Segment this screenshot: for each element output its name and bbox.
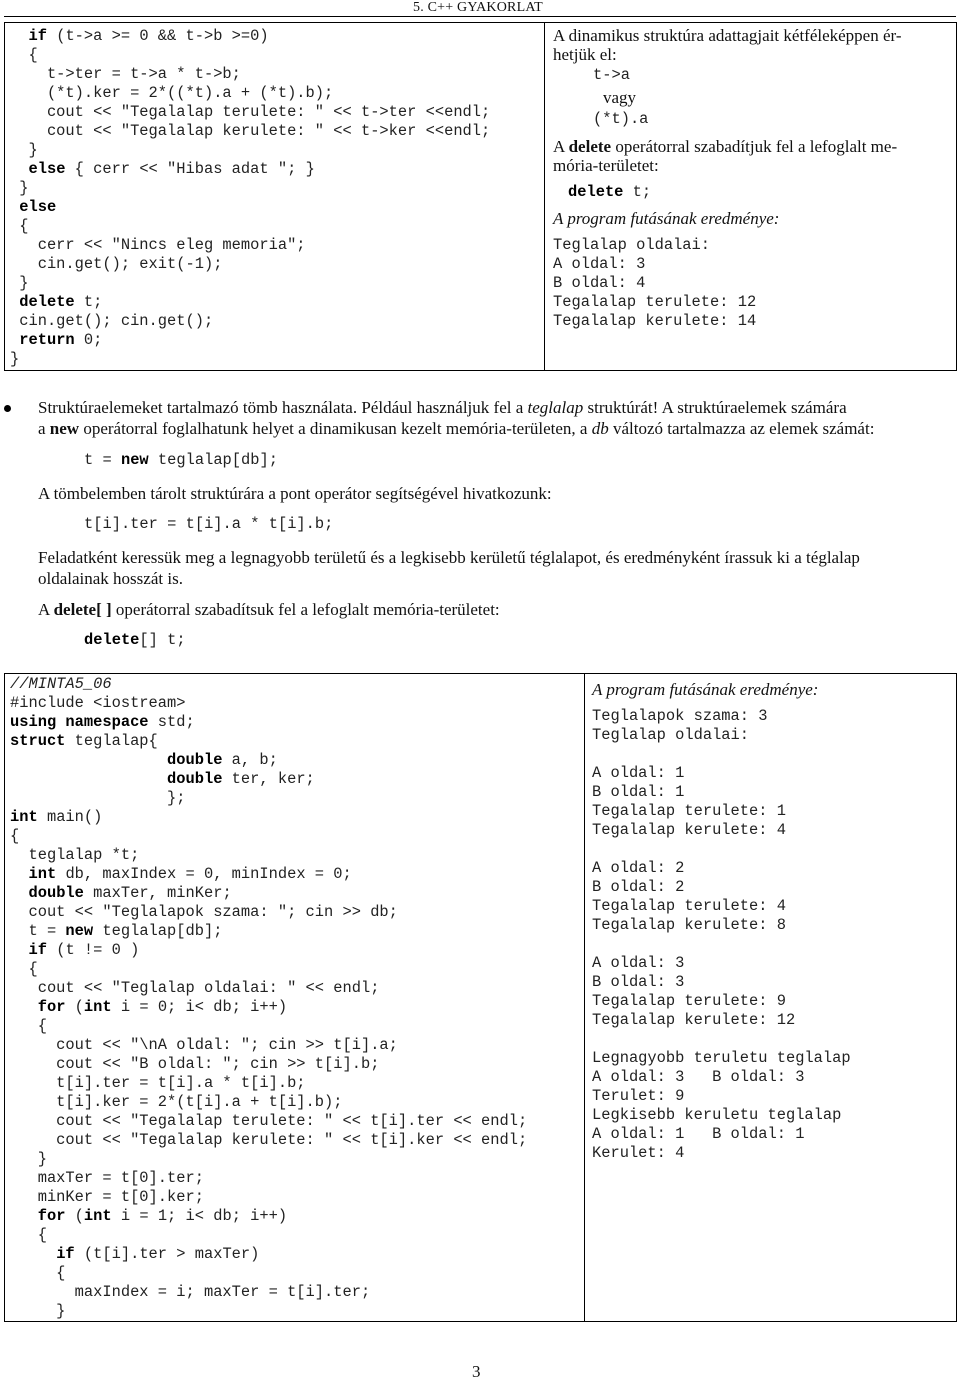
top-column-divider [544,22,545,371]
result-heading-2: A program futásának eredménye: [592,680,819,699]
output-line: B oldal: 3 [592,973,685,991]
bottom-code-line: teglalap *t; [10,846,140,864]
bottom-code-line: #include <iostream> [10,694,186,712]
bottom-code-line: cout << "Tegalalap kerulete: " << t[i].ker << endl; [10,1131,528,1149]
bottom-code-line: cout << "Teglalap oldalai: " << endl; [10,979,380,997]
output-line: Tegalalap kerulete: 4 [592,821,786,839]
bottom-code-line: cout << "Tegalalap terulete: " << t[i].ter << endl; [10,1112,528,1130]
paragraph-task: Feladatként keressük meg a legnagyobb területű és a legkisebb kerületű téglalapot, és eredményként írassuk ki a téglalap oldalainak hosszát is. [38,548,860,588]
top-code-line: } [10,274,29,292]
output-line: Tegalalap kerulete: 14 [553,312,757,330]
top-code-line: cin.get(); exit(-1); [10,255,223,273]
result-heading: A program futásának eredménye: [553,209,780,228]
bottom-code-line: maxTer = t[0].ter; [10,1169,204,1187]
output-line: B oldal: 4 [553,274,646,292]
top-left-code-listing [10,27,490,369]
access-arrow-code: t->a [593,66,630,84]
top-code-line: { [10,217,29,235]
header-rule [4,16,956,17]
output-line: A oldal: 3 B oldal: 3 [592,1068,805,1086]
top-code-line: else [19,198,57,216]
bottom-code-line: { [10,1017,47,1035]
or-word: vagy [603,88,637,107]
output-line: Tegalalap kerulete: 8 [592,916,786,934]
bottom-column-divider [584,673,585,1322]
top-code-line: if (t->a >= 0 && t->b >=0) [28,27,269,45]
bottom-code-line: minKer = t[0].ker; [10,1188,204,1206]
output-line: A oldal: 3 [592,954,685,972]
page-number: 3 [472,1362,481,1381]
delete-code: delete t; [568,183,652,201]
top-code-line: cout << "Tegalalap terulete: " << t->ter <<endl; [10,103,491,121]
bottom-code-line: maxIndex = i; maxTer = t[i].ter; [10,1283,371,1301]
top-right-column [553,26,953,331]
bottom-left-code-listing [10,675,527,1321]
output-line: A oldal: 2 [592,859,685,877]
output-line: A oldal: 1 [592,764,685,782]
bottom-code-line: double ter, ker; [167,770,315,788]
bottom-code-line: double a, b; [167,751,278,769]
new-array-code: t = new teglalap[db]; [84,451,278,469]
bottom-code-line: for (int i = 0; i< db; i++) [37,998,288,1016]
output-line: Legnagyobb teruletu teglalap [592,1049,851,1067]
dot-access-code: t[i].ter = t[i].a * t[i].b; [84,515,334,533]
output-line [592,935,952,954]
bottom-code-line: } [10,1302,66,1320]
intro-text: A dinamikus struktúra adattagjait kétféleképpen ér- hetjük el: [553,26,902,64]
output-line: Tegalalap kerulete: 12 [592,1011,796,1029]
output-line: Terulet: 9 [592,1087,685,1105]
top-code-line: (*t).ker = 2*((*t).a + (*t).b); [10,84,334,102]
bottom-code-line: { [10,1264,66,1282]
paragraph-dot-operator: A tömbelemben tárolt struktúrára a pont operátor segítségével hivatkozunk: [38,484,552,503]
top-code-line: delete t; [19,293,103,311]
bottom-code-line: if (t != 0 ) [28,941,140,959]
bottom-code-line: { [10,960,38,978]
bottom-code-line: for (int i = 1; i< db; i++) [37,1207,288,1225]
bottom-code-line: cout << "B oldal: "; cin >> t[i].b; [10,1055,380,1073]
output-line: Tegalalap terulete: 12 [553,293,757,311]
bottom-code-line: t = new teglalap[db]; [10,922,223,940]
top-code-line: } [10,179,29,197]
output-line: Teglalap oldalai: [553,236,711,254]
bottom-code-line: double maxTer, minKer; [28,884,232,902]
program-output-2 [592,707,952,1163]
bottom-code-line: struct teglalap{ [10,732,158,750]
output-line: A oldal: 3 [553,255,646,273]
bottom-code-line: int main() [10,808,103,826]
paragraph-new-operator: a new operátorral foglalhatunk helyet a dinamikusan kezelt memória-területen, a db változó tartalmazza az elemek számát: [38,419,875,438]
output-line: Teglalapok szama: 3 [592,707,768,725]
output-line: Legkisebb keruletu teglalap [592,1106,842,1124]
top-code-line: else { cerr << "Hibas adat "; } [28,160,315,178]
output-line: B oldal: 1 [592,783,685,801]
paragraph-array-usage: Struktúraelemeket tartalmazó tömb használata. Például használjuk fel a teglalap struktúrát! A struktúraelemek számára [38,398,847,417]
top-code-line: cerr << "Nincs eleg memoria"; [10,236,306,254]
output-line: Tegalalap terulete: 1 [592,802,786,820]
bottom-code-line: }; [10,789,186,807]
bottom-right-column [592,680,952,1163]
output-line: B oldal: 2 [592,878,685,896]
delete-array-code: delete[] t; [84,631,186,649]
output-line [592,745,952,764]
output-line: Tegalalap terulete: 4 [592,897,786,915]
top-code-line: cout << "Tegalalap kerulete: " << t->ker <<endl; [10,122,491,140]
output-line [592,1030,952,1049]
bottom-code-line: cout << "Teglalapok szama: "; cin >> db; [10,903,398,921]
bottom-code-line: int db, maxIndex = 0, minIndex = 0; [28,865,352,883]
bottom-code-line: using namespace std; [10,713,195,731]
bottom-code-line: cout << "\nA oldal: "; cin >> t[i].a; [10,1036,398,1054]
paragraph-delete-array: A delete[ ] operátorral szabadítsuk fel a lefoglalt memória-területet: [38,600,500,619]
bottom-code-line: } [10,1150,47,1168]
output-line: A oldal: 1 B oldal: 1 [592,1125,805,1143]
bottom-code-line: if (t[i].ter > maxTer) [56,1245,260,1263]
bottom-code-line: t[i].ker = 2*(t[i].a + t[i].b); [10,1093,343,1111]
program-output [553,236,953,331]
access-dot-code: (*t).a [593,110,649,128]
top-code-line: { [10,46,38,64]
top-code-line: } [10,141,38,159]
page-header [0,0,960,16]
top-code-line: t->ter = t->a * t->b; [10,65,241,83]
output-line: Teglalap oldalai: [592,726,750,744]
top-code-line: } [10,350,20,368]
output-line [592,840,952,859]
bottom-code-line: //MINTA5_06 [10,675,112,693]
delete-explanation: A delete operátorral szabadítjuk fel a lefoglalt me- mória-területet: [553,137,898,175]
bottom-code-line: t[i].ter = t[i].a * t[i].b; [10,1074,306,1092]
bottom-code-line: { [10,1226,47,1244]
output-line: Kerulet: 4 [592,1144,685,1162]
output-line: Tegalalap terulete: 9 [592,992,786,1010]
top-code-line: return 0; [19,331,103,349]
bullet-icon [4,405,11,412]
top-code-line: cin.get(); cin.get(); [10,312,214,330]
header-title: 5. C++ GYAKORLAT [413,0,543,15]
bottom-code-line: { [10,827,20,845]
